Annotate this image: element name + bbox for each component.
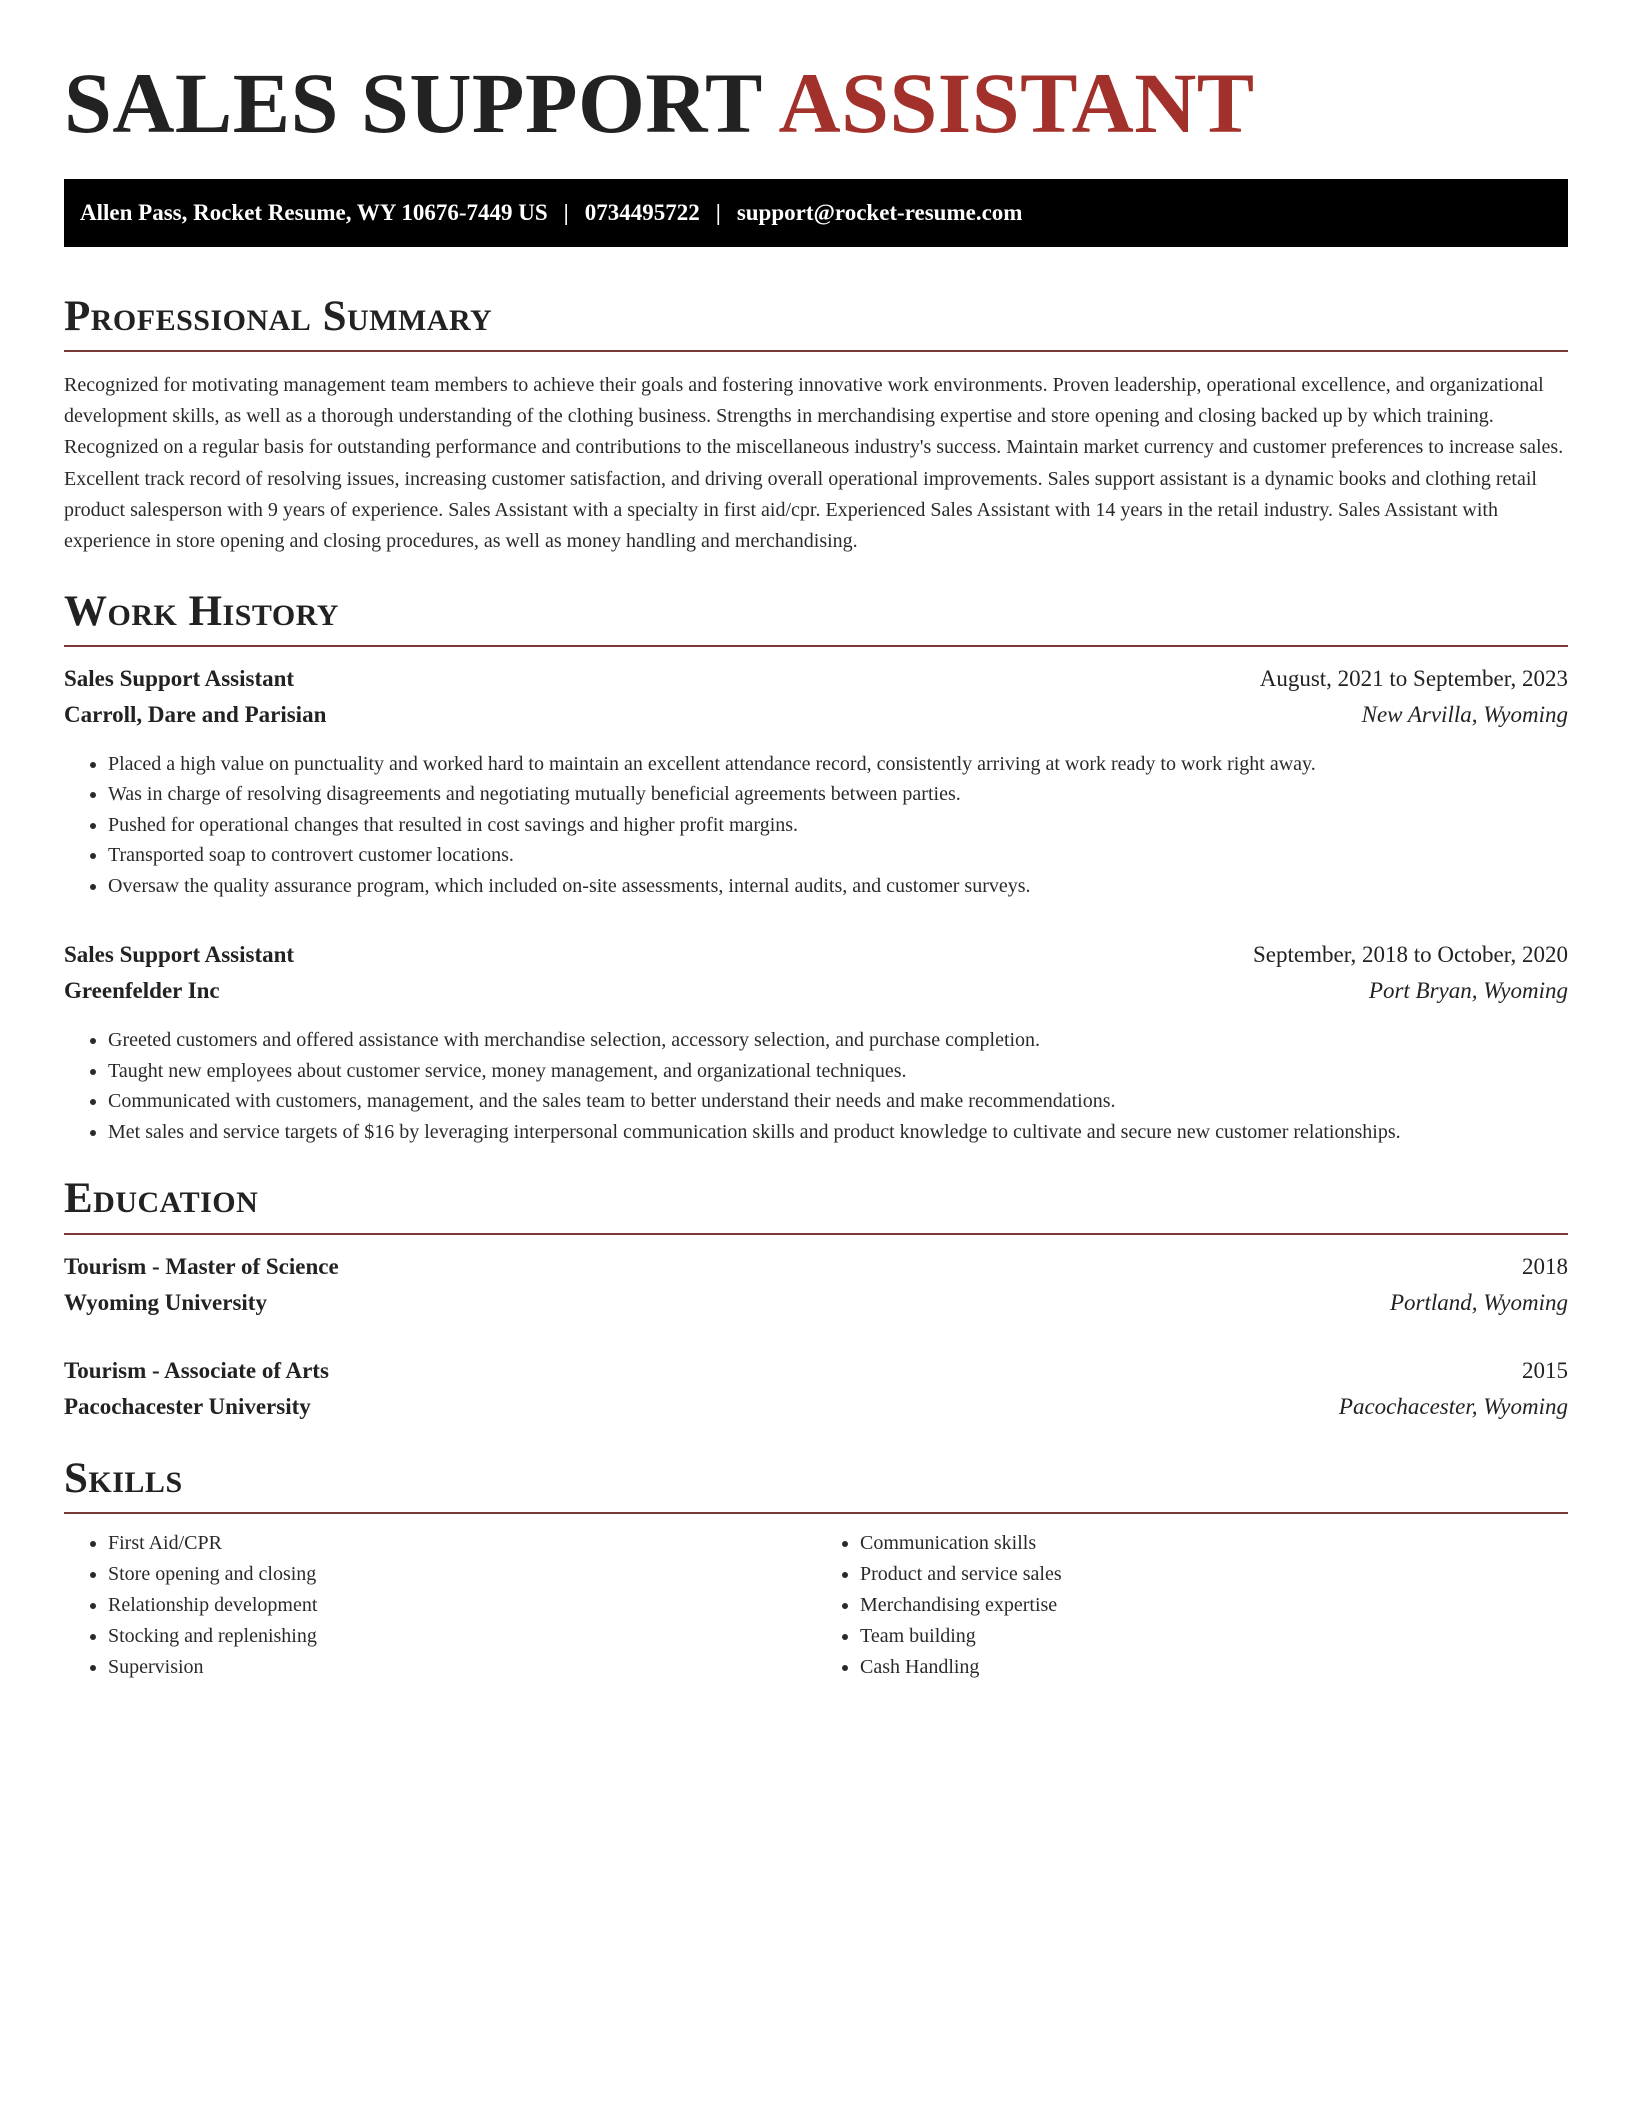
job-company-row xyxy=(64,973,1568,1009)
skills-section xyxy=(64,1455,1568,1683)
degree-row xyxy=(64,1249,1568,1285)
education-heading: Education xyxy=(64,1175,1568,1234)
skill-item: • Store opening and closing xyxy=(108,1559,816,1590)
skill-item: • Supervision xyxy=(108,1652,816,1683)
summary-section xyxy=(64,293,1568,558)
job-duty: • Taught new employees about customer service, money management, and organizational techniques. xyxy=(108,1056,1568,1087)
title-main: SALES SUPPORT xyxy=(64,55,762,151)
job-company: Greenfelder Inc xyxy=(64,978,220,1004)
job-company-row xyxy=(64,697,1568,733)
degree-name: Tourism - Master of Science xyxy=(64,1253,339,1279)
work-history-heading: Work History xyxy=(64,588,1568,647)
education-entry xyxy=(64,1353,1568,1425)
skill-item: • Team building xyxy=(860,1621,1568,1652)
degree-row xyxy=(64,1353,1568,1389)
job-location: New Arvilla, Wyoming xyxy=(1361,701,1568,727)
job-duty: • Pushed for operational changes that resulted in cost savings and higher profit margins. xyxy=(108,810,1568,841)
education-entry xyxy=(64,1249,1568,1321)
job-duty: • Greeted customers and offered assistance with merchandise selection, accessory selection, and purchase completion. xyxy=(108,1025,1568,1056)
skill-item: • Cash Handling xyxy=(860,1652,1568,1683)
school-row xyxy=(64,1285,1568,1321)
degree-year: 2018 xyxy=(1522,1253,1568,1279)
school-location: Portland, Wyoming xyxy=(1389,1289,1568,1315)
job-duties-list xyxy=(64,749,1568,902)
job-duty: • Met sales and service targets of $16 by leveraging interpersonal communication skills and product knowledge to cultivate and secure new customer relationships. xyxy=(108,1117,1568,1148)
job-dates: August, 2021 to September, 2023 xyxy=(1259,665,1568,691)
skills-column-right xyxy=(816,1528,1568,1683)
job-duty: • Was in charge of resolving disagreements and negotiating mutually beneficial agreements between parties. xyxy=(108,779,1568,810)
job-location: Port Bryan, Wyoming xyxy=(1368,978,1568,1004)
job-dates: September, 2018 to October, 2020 xyxy=(1253,942,1568,968)
job-company: Carroll, Dare and Parisian xyxy=(64,701,327,727)
job-duty: • Transported soap to controvert customer locations. xyxy=(108,840,1568,871)
skills-list xyxy=(64,1528,816,1683)
contact-separator: | xyxy=(563,199,569,225)
job-duty: • Placed a high value on punctuality and worked hard to maintain an excellent attendance record, consistently arriving at work ready to work right away. xyxy=(108,749,1568,780)
education-section xyxy=(64,1175,1568,1424)
skills-list xyxy=(816,1528,1568,1683)
job-title-row xyxy=(64,661,1568,697)
skill-item: • Product and service sales xyxy=(860,1559,1568,1590)
skill-item: • First Aid/CPR xyxy=(108,1528,816,1559)
work-history-section xyxy=(64,588,1568,1148)
skills-column-left xyxy=(64,1528,816,1683)
job-entry xyxy=(64,937,1568,1147)
contact-separator: | xyxy=(715,199,721,225)
skills-grid xyxy=(64,1528,1568,1683)
job-title: Sales Support Assistant xyxy=(64,942,295,968)
school-name: Pacochacester University xyxy=(64,1393,311,1419)
job-entry xyxy=(64,661,1568,902)
skills-heading: Skills xyxy=(64,1455,1568,1514)
job-title: Sales Support Assistant xyxy=(64,665,295,691)
school-location: Pacochacester, Wyoming xyxy=(1338,1393,1568,1419)
degree-name: Tourism - Associate of Arts xyxy=(64,1357,329,1383)
job-title-row xyxy=(64,937,1568,973)
summary-heading: Professional Summary xyxy=(64,293,1568,352)
school-row xyxy=(64,1389,1568,1425)
contact-bar xyxy=(64,179,1568,247)
summary-text: Recognized for motivating management team members to achieve their goals and fostering innovative work environments. Proven leadership, operational excellence, and organizational development skills, as well as a thorough understanding of the clothing business. Strengths in merchandising expertise and store opening and closing backed up by which training. Recognized on a regular basis for outstanding performance and contributions to the miscellaneous industry's success. Maintain market currency and customer preferences to increase sales. Excellent track record of resolving issues, increasing customer satisfaction, and driving overall operational improvements. Sales support assistant is a dynamic books and clothing retail product salesperson with 9 years of experience. Sales Assistant with a specialty in first aid/cpr. Experienced Sales Assistant with 14 years in the retail industry. Sales Assistant with experience in store opening and closing procedures, as well as money handling and merchandising. xyxy=(64,373,1564,553)
contact-email: support@rocket-resume.com xyxy=(736,199,1023,225)
skill-item: • Merchandising expertise xyxy=(860,1590,1568,1621)
school-name: Wyoming University xyxy=(64,1289,267,1315)
degree-year: 2015 xyxy=(1522,1357,1568,1383)
job-duty: • Oversaw the quality assurance program, which included on-site assessments, internal audits, and customer surveys. xyxy=(108,871,1568,902)
job-duty: • Communicated with customers, management, and the sales team to better understand their needs and make recommendations. xyxy=(108,1086,1568,1117)
skill-item: • Stocking and replenishing xyxy=(108,1621,816,1652)
resume-title xyxy=(64,56,1568,151)
skill-item: • Communication skills xyxy=(860,1528,1568,1559)
contact-address: Allen Pass, Rocket Resume, WY 10676-7449 US xyxy=(80,199,548,225)
skill-item: • Relationship development xyxy=(108,1590,816,1621)
contact-phone: 0734495722 xyxy=(584,199,700,225)
job-duties-list xyxy=(64,1025,1568,1147)
title-accent: ASSISTANT xyxy=(778,55,1255,151)
